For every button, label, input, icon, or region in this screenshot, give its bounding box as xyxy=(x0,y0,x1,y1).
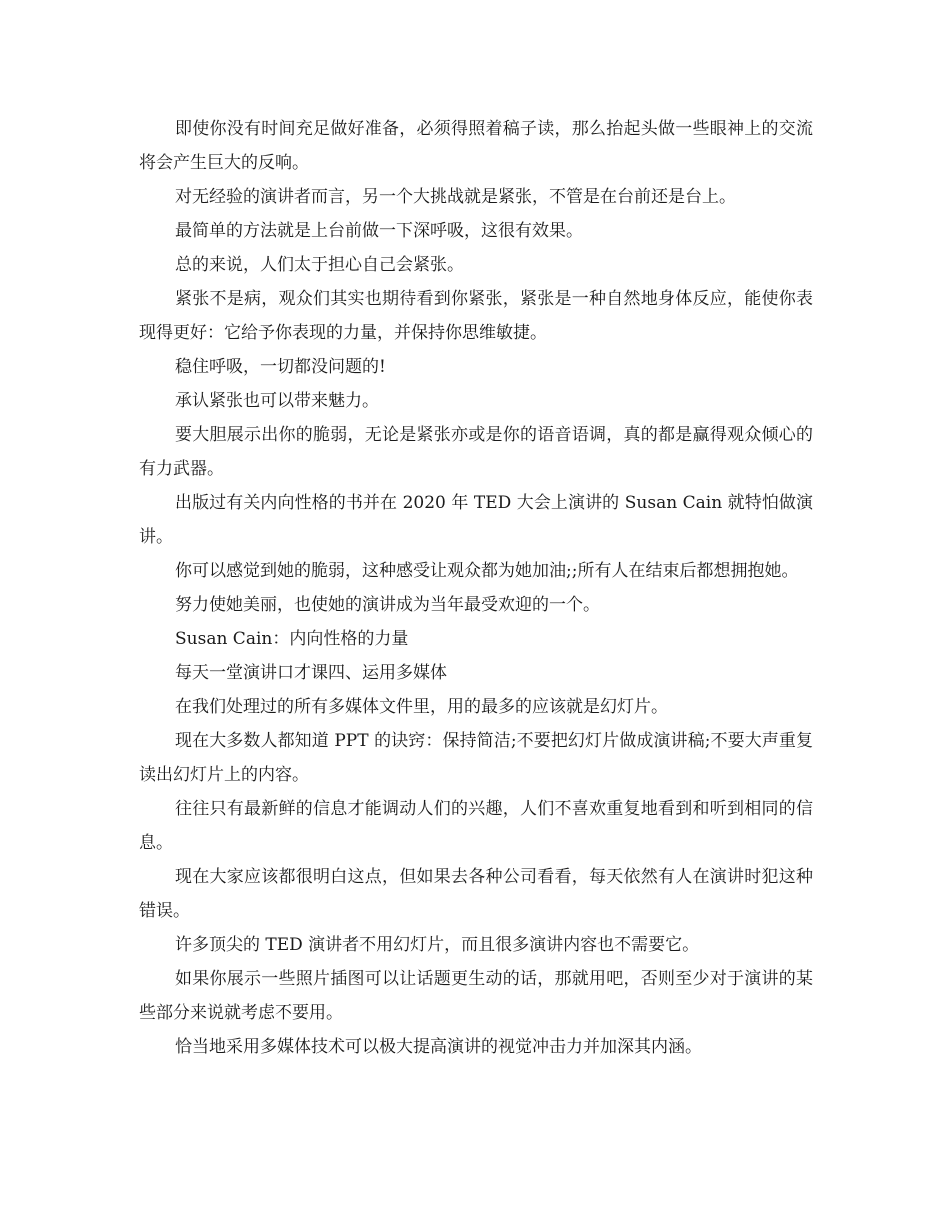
paragraph: 许多顶尖的 TED 演讲者不用幻灯片，而且很多演讲内容也不需要它。 xyxy=(175,935,700,955)
paragraph: 如果你展示一些照片插图可以让话题更生动的话，那就用吧，否则至少对于演讲的某些部分来说就考虑不要用。 xyxy=(139,969,813,1023)
paragraph: 总的来说，人们太于担心自己会紧张。 xyxy=(175,255,464,275)
paragraph: 每天一堂演讲口才课四、运用多媒体 xyxy=(175,663,447,683)
paragraph: 往往只有最新鲜的信息才能调动人们的兴趣，人们不喜欢重复地看到和听到相同的信息。 xyxy=(139,799,813,853)
paragraph: 恰当地采用多媒体技术可以极大提高演讲的视觉冲击力并加深其内涵。 xyxy=(175,1037,702,1057)
paragraph: 你可以感觉到她的脆弱，这种感受让观众都为她加油;;所有人在结束后都想拥抱她。 xyxy=(175,561,799,581)
paragraph: 要大胆展示出你的脆弱，无论是紧张亦或是你的语音语调，真的都是赢得观众倾心的有力武器。 xyxy=(139,425,813,479)
paragraph: 现在大家应该都很明白这点，但如果去各种公司看看，每天依然有人在演讲时犯这种错误。 xyxy=(139,867,813,921)
paragraph: 最简单的方法就是上台前做一下深呼吸，这很有效果。 xyxy=(175,221,583,241)
paragraph: 即使你没有时间充足做好准备，必须得照着稿子读，那么抬起头做一些眼神上的交流将会产生巨大的反响。 xyxy=(139,119,813,173)
paragraph: 努力使她美丽，也使她的演讲成为当年最受欢迎的一个。 xyxy=(175,595,600,615)
paragraph: Susan Cain：内向性格的力量 xyxy=(175,629,409,649)
paragraph: 在我们处理过的所有多媒体文件里，用的最多的应该就是幻灯片。 xyxy=(175,697,668,717)
document-body xyxy=(139,112,813,1064)
paragraph: 现在大多数人都知道 PPT 的诀窍：保持简洁;不要把幻灯片做成演讲稿;不要大声重复读出幻灯片上的内容。 xyxy=(139,731,813,785)
paragraph: 对无经验的演讲者而言，另一个大挑战就是紧张，不管是在台前还是台上。 xyxy=(175,187,736,207)
paragraph: 稳住呼吸，一切都没问题的! xyxy=(175,357,386,377)
paragraph: 承认紧张也可以带来魅力。 xyxy=(175,391,379,411)
paragraph: 出版过有关内向性格的书并在 2020 年 TED 大会上演讲的 Susan Cain 就特怕做演讲。 xyxy=(139,493,813,547)
paragraph: 紧张不是病，观众们其实也期待看到你紧张，紧张是一种自然地身体反应，能使你表现得更好：它给予你表现的力量，并保持你思维敏捷。 xyxy=(139,289,813,343)
